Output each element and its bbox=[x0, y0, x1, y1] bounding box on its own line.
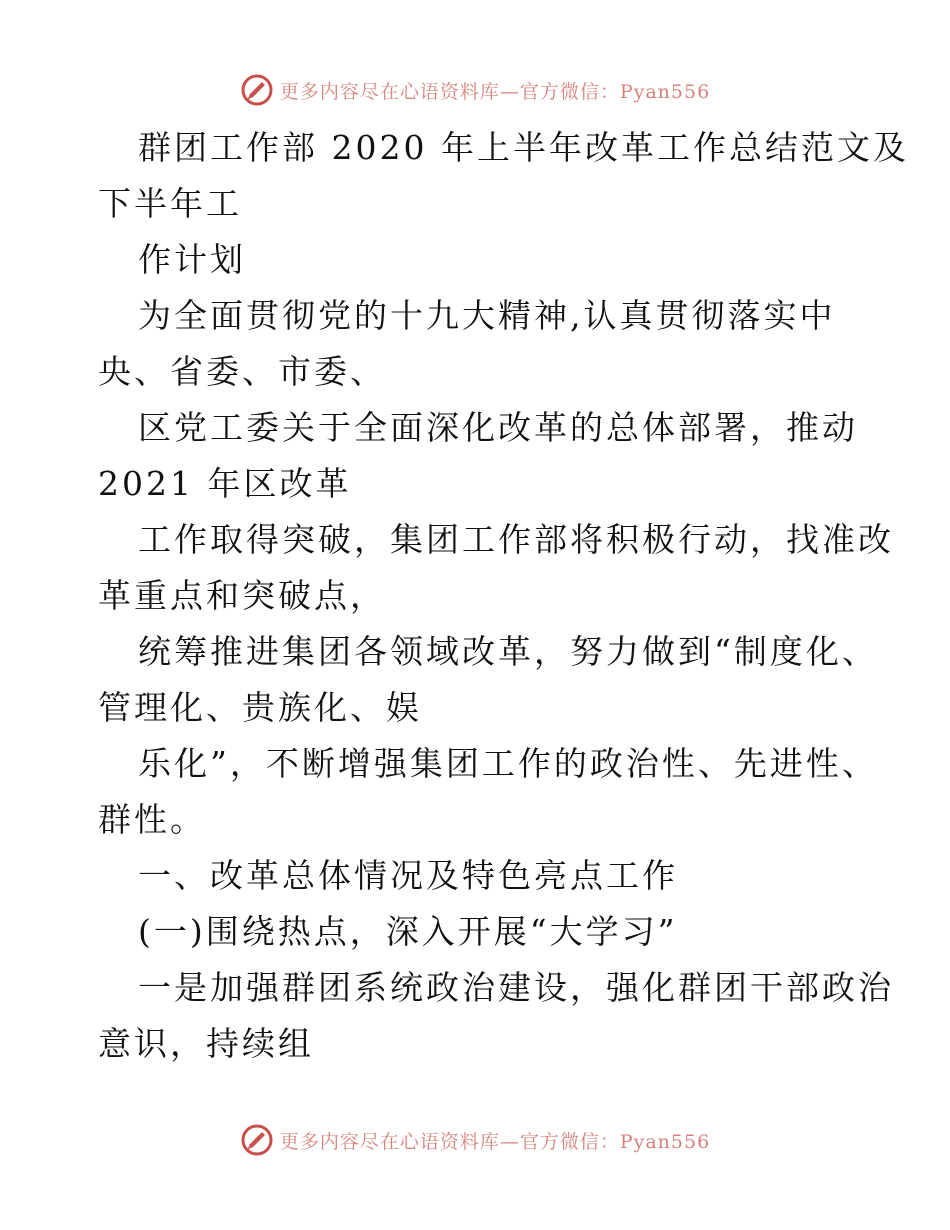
text-line: 管理化、贵族化、娱 bbox=[98, 688, 422, 727]
header-watermark-text: 更多内容尽在心语资料库—官方微信：Pyan556 bbox=[279, 80, 711, 103]
text-line: 一是加强群团系统政治建设，强化群团干部政治 bbox=[138, 968, 894, 1007]
text-line: 统筹推进集团各领域改革，努力做到“制度化、 bbox=[138, 632, 878, 671]
footer-watermark-text: 更多内容尽在心语资料库—官方微信：Pyan556 bbox=[279, 1130, 711, 1153]
document-body bbox=[98, 120, 909, 1072]
text-line: 央、省委、市委、 bbox=[98, 352, 386, 391]
header-watermark-banner bbox=[0, 70, 950, 110]
text-line: 革重点和突破点， bbox=[98, 576, 386, 615]
text-line: 下半年工 bbox=[98, 184, 242, 223]
quill-circle-logo-icon bbox=[240, 1123, 274, 1157]
text-line: 群性。 bbox=[98, 800, 206, 839]
footer-watermark-banner bbox=[0, 1120, 950, 1160]
text-line: 为全面贯彻党的十九大精神,认真贯彻落实中 bbox=[138, 296, 836, 335]
text-line: 乐化”，不断增强集团工作的政治性、先进性、 bbox=[138, 744, 878, 783]
text-line: 意识，持续组 bbox=[98, 1024, 314, 1063]
subsection-heading: (一)围绕热点，深入开展“大学习” bbox=[138, 912, 678, 951]
text-line: 群团工作部 2020 年上半年改革工作总结范文及 bbox=[138, 128, 909, 167]
section-heading: 一、改革总体情况及特色亮点工作 bbox=[138, 856, 678, 895]
text-line: 工作取得突破，集团工作部将积极行动，找准改 bbox=[138, 520, 894, 559]
text-line: 区党工委关于全面深化改革的总体部署，推动 bbox=[138, 408, 858, 447]
text-line: 作计划 bbox=[138, 240, 246, 279]
text-line: 2021 年区改革 bbox=[98, 464, 352, 503]
quill-circle-logo-icon bbox=[240, 73, 274, 107]
